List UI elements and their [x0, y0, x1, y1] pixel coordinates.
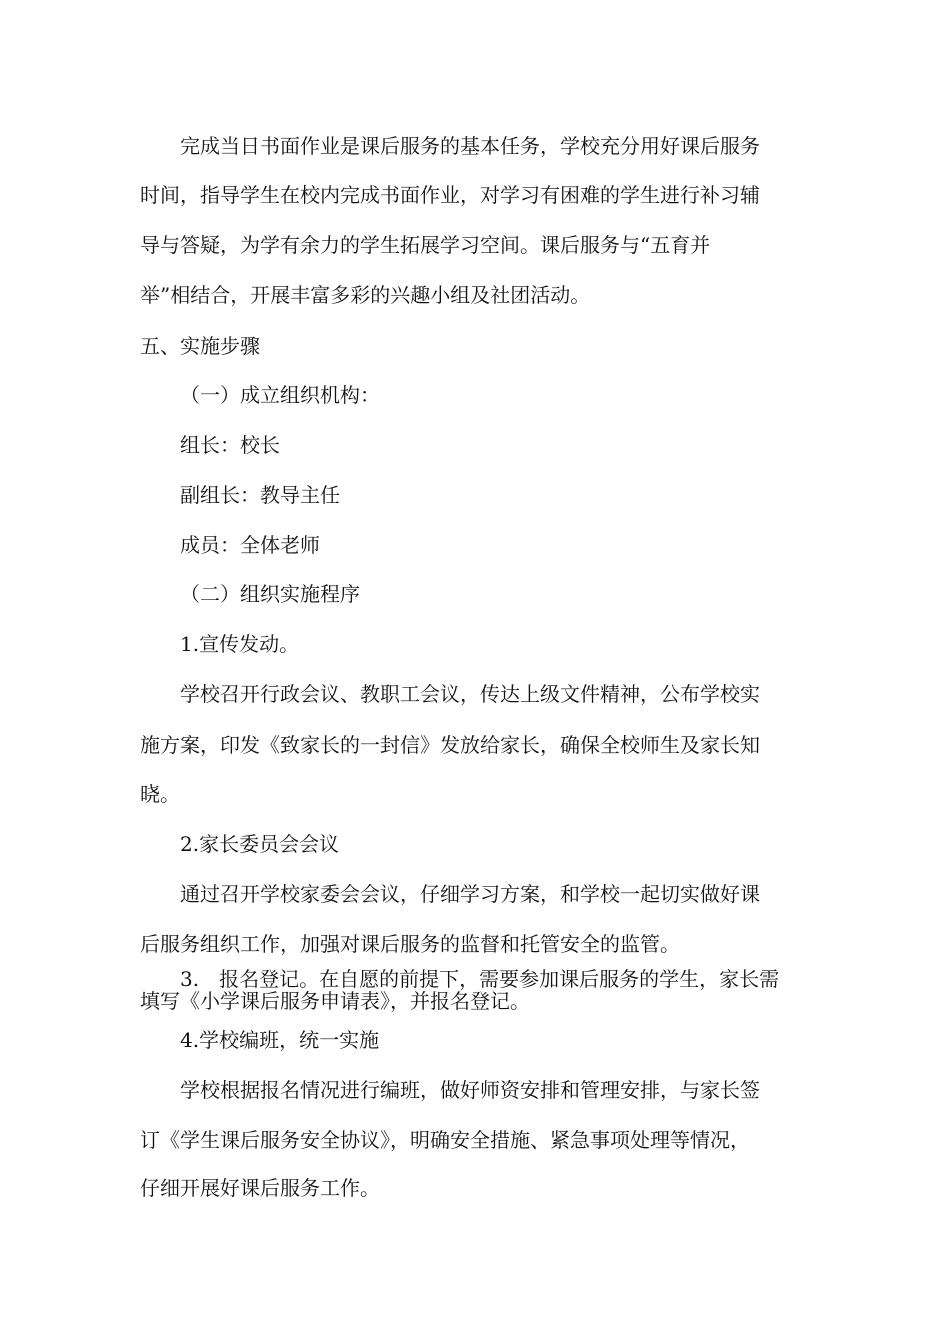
paragraph-line: 订《学生课后服务安全协议》，明确安全措施、紧急事项处理等情况，	[140, 1128, 750, 1152]
step-paragraph-line: 填写《小学课后服务申请表》，并报名登记。	[140, 989, 530, 1013]
paragraph-line: 学校根据报名情况进行编班，做好师资安排和管理安排，与家长签	[180, 1078, 760, 1102]
paragraph-line: 后服务组织工作，加强对课后服务的监督和托管安全的监管。	[140, 932, 680, 956]
section-heading: 五、实施步骤	[140, 334, 260, 358]
paragraph-line: 完成当日书面作业是课后服务的基本任务，学校充分用好课后服务	[180, 134, 760, 158]
paragraph-line: 举”相结合，开展丰富多彩的兴趣小组及社团活动。	[140, 283, 591, 307]
step-heading: 2.家长委员会会议	[180, 832, 340, 856]
org-line: 组长：校长	[180, 433, 280, 457]
subsection-heading: （一）成立组织机构：	[180, 383, 380, 407]
paragraph-line: 仔细开展好课后服务工作。	[140, 1176, 380, 1200]
step-heading: 1.宣传发动。	[180, 632, 300, 656]
paragraph-line: 学校召开行政会议、教职工会议，传达上级文件精神，公布学校实	[180, 682, 760, 706]
paragraph-line: 通过召开学校家委会会议，仔细学习方案，和学校一起切实做好课	[180, 882, 760, 906]
step-paragraph-line: 3. 报名登记。在自愿的前提下，需要参加课后服务的学生，家长需	[180, 967, 780, 991]
paragraph-line: 施方案，印发《致家长的一封信》发放给家长，确保全校师生及家长知	[140, 733, 760, 757]
paragraph-line: 时间，指导学生在校内完成书面作业，对学习有困难的学生进行补习辅	[140, 183, 760, 207]
paragraph-line: 导与答疑，为学有余力的学生拓展学习空间。课后服务与“五育并	[140, 233, 711, 257]
paragraph-line: 晓。	[140, 782, 180, 806]
step-heading: 4.学校编班，统一实施	[180, 1028, 380, 1052]
org-line: 副组长：教导主任	[180, 483, 340, 507]
subsection-heading: （二）组织实施程序	[180, 582, 360, 606]
org-line: 成员：全体老师	[180, 533, 320, 557]
